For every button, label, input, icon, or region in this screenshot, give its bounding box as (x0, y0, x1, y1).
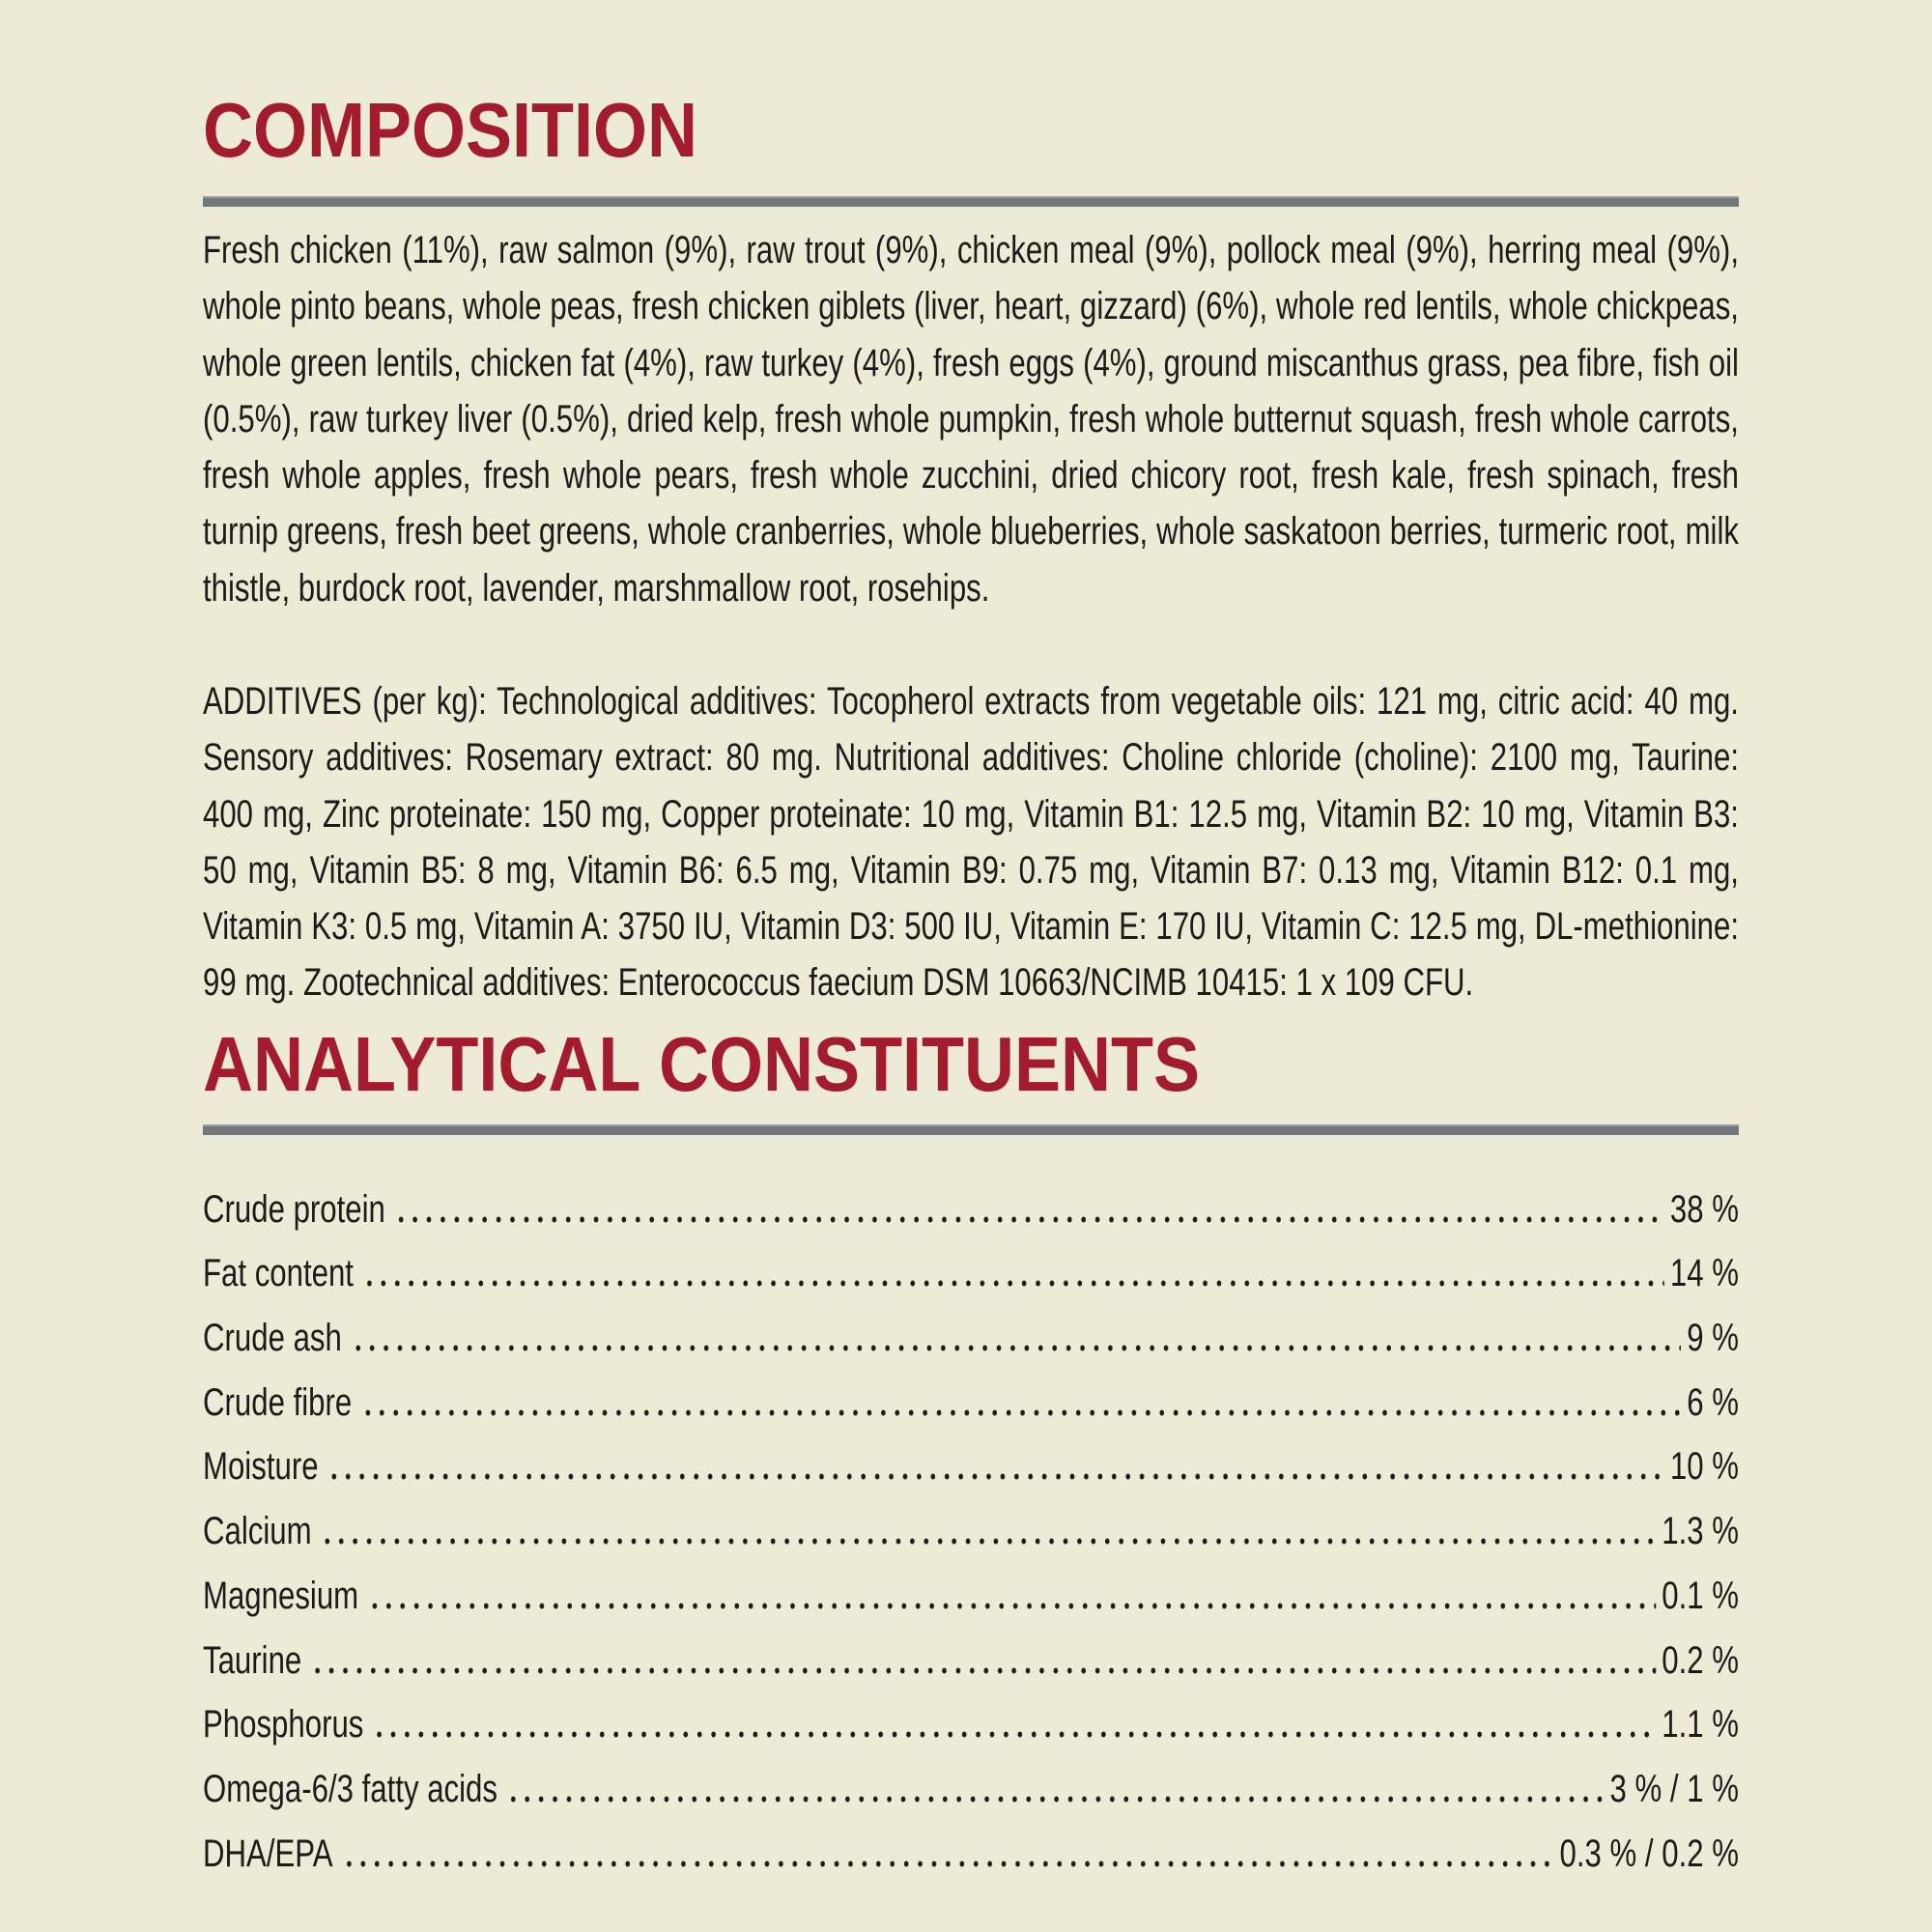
analytical-constituents-heading: ANALYTICAL CONSTITUENTS (203, 1021, 1201, 1107)
analytical-row-label: Crude ash (203, 1317, 342, 1360)
analytical-row-label: Moisture (203, 1445, 319, 1489)
dot-leader (342, 1830, 1553, 1878)
analytical-row-label: Omega-6/3 fatty acids (203, 1767, 497, 1810)
analytical-row-label: Taurine (203, 1638, 302, 1682)
dot-leader (368, 1572, 1657, 1620)
dot-leader (327, 1442, 1664, 1491)
composition-heading: COMPOSITION (203, 87, 698, 173)
ingredients-paragraph: Fresh chicken (11%), raw salmon (9%), raw trout (9%), chicken meal (9%), pollock meal (9%), herring meal (9%), whole pinto beans, whole peas, fresh chicken giblets (liver, heart, gizzard) (6%), whole red lentils, whole chickpeas, whole green lentils, chicken fat (4%), raw turkey (4%), fresh eggs (4%), ground miscanthus grass, pea fibre, fish oil (0.5%), raw turkey liver (0.5%), dried kelp, fresh whole pumpkin, fresh whole butternut squash, fresh whole carrots, fresh whole apples, fresh whole pears, fresh whole zucchini, dried chicory root, fresh kale, fresh spinach, fresh turnip greens, fresh beet greens, whole cranberries, whole blueberries, whole saskatoon berries, turmeric root, milk thistle, burdock root, lavender, marshmallow root, rosehips. (203, 229, 1739, 610)
table-row (203, 1813, 1739, 1878)
dot-leader (351, 1314, 1681, 1362)
table-row (203, 1297, 1739, 1362)
analytical-row-value: 38 % (1669, 1187, 1739, 1231)
analytical-row-label: Crude protein (203, 1187, 385, 1231)
analytical-row-value: 9 % (1687, 1317, 1739, 1360)
analytical-row-value: 1.3 % (1662, 1510, 1739, 1553)
analytical-row-value: 10 % (1669, 1445, 1739, 1489)
dot-leader (506, 1765, 1604, 1813)
table-row (203, 1234, 1739, 1298)
analytical-row-label: Crude fibre (203, 1380, 353, 1424)
section-divider (203, 196, 1739, 207)
analytical-row-value: 6 % (1687, 1380, 1739, 1424)
dot-leader (321, 1507, 1656, 1555)
analytical-row-value: 0.3 % / 0.2 % (1559, 1832, 1739, 1875)
analytical-row-label: Calcium (203, 1510, 312, 1553)
analytical-row-value: 3 % / 1 % (1609, 1767, 1739, 1810)
analytical-row-label: DHA/EPA (203, 1832, 333, 1875)
analytical-row-label: Phosphorus (203, 1703, 364, 1747)
section-divider (203, 1124, 1739, 1135)
table-row (203, 1555, 1739, 1620)
analytical-constituents-table (203, 1169, 1739, 1878)
analytical-row-value: 1.1 % (1662, 1703, 1739, 1747)
table-row (203, 1427, 1739, 1492)
dot-leader (361, 1378, 1681, 1427)
additives-paragraph: ADDITIVES (per kg): Technological additives: Tocopherol extracts from vegetable oils: 121 mg, citric acid: 40 mg. Sensory additives: Rosemary extract: 80 mg. Nutritional additives: Choline chloride (choline): 2100 mg, Taurine: 400 mg, Zinc proteinate: 150 mg, Copper proteinate: 10 mg, Vitamin B1: 12.5 mg, Vitamin B2: 10 mg, Vitamin B3: 50 mg, Vitamin B5: 8 mg, Vitamin B6: 6.5 mg, Vitamin B9: 0.75 mg, Vitamin B7: 0.13 mg, Vitamin B12: 0.1 mg, Vitamin K3: 0.5 mg, Vitamin A: 3750 IU, Vitamin D3: 500 IU, Vitamin E: 170 IU, Vitamin C: 12.5 mg, DL-methionine: 99 mg. Zootechnical additives: Enterococcus faecium DSM 10663/NCIMB 10415: 1 x 109 CFU. (203, 680, 1739, 1005)
table-row (203, 1169, 1739, 1234)
table-row (203, 1491, 1739, 1555)
analytical-row-value: 14 % (1669, 1252, 1739, 1295)
dot-leader (311, 1636, 1656, 1685)
analytical-row-value: 0.2 % (1662, 1638, 1739, 1682)
dot-leader (362, 1249, 1663, 1297)
table-row (203, 1620, 1739, 1685)
analytical-row-label: Fat content (203, 1252, 354, 1295)
table-row (203, 1748, 1739, 1813)
dot-leader (373, 1700, 1656, 1748)
analytical-row-label: Magnesium (203, 1574, 359, 1617)
analytical-row-value: 0.1 % (1662, 1574, 1739, 1617)
table-row (203, 1362, 1739, 1427)
table-row (203, 1685, 1739, 1749)
dot-leader (394, 1185, 1663, 1234)
